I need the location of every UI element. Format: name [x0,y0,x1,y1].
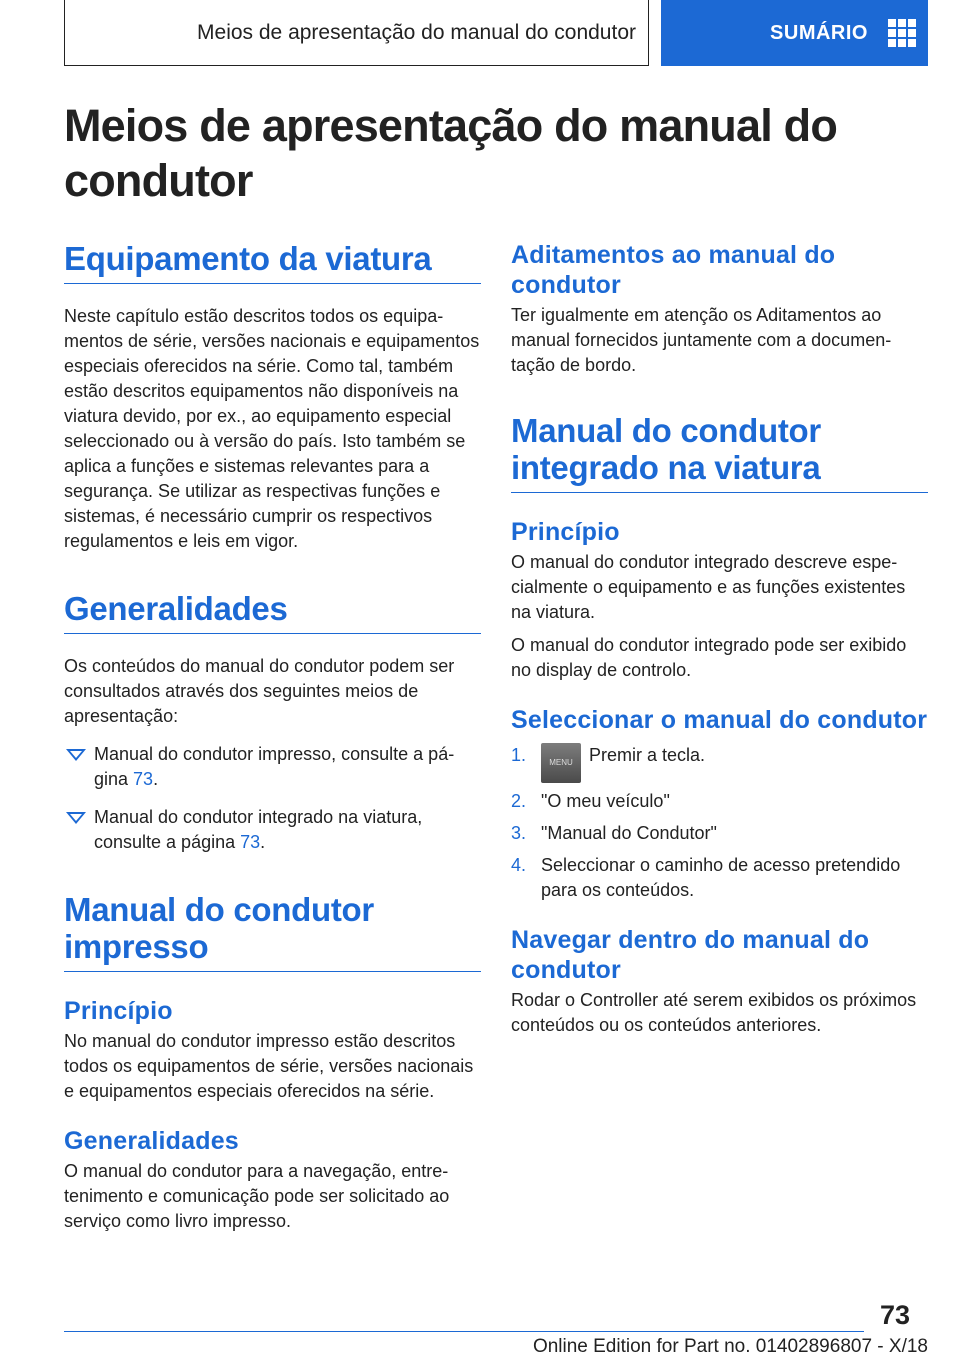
summary-button[interactable] [661,0,928,66]
page-title: Meios de apresentação do manual do condutor [64,100,838,206]
list-item [511,789,928,814]
steps-list [511,743,928,903]
left-column [64,240,481,1234]
section-title-equipment: Equipamento da viatura [64,240,481,284]
list-item-text: Manual do condutor integrado na viatura, consulte a página [94,807,423,852]
section-title-integrated-manual: Manual do condutor integrado na viatura [511,412,928,493]
list-item [64,742,481,792]
section-title-printed-manual: Manual do condutor impresso [64,891,481,972]
list-item [511,853,928,903]
list-item-end: . [153,769,159,789]
page-link[interactable]: 73 [133,769,154,789]
step-text: Premir a tecla. [589,745,706,765]
page-link[interactable]: 73 [240,832,261,852]
footer-divider [64,1331,864,1332]
section-title-general: Generalidades [64,590,481,634]
step-text: Seleccionar o caminho de acesso pretendido para os conteúdos. [541,855,901,900]
subsection-title-select-manual: Seleccionar o manual do condutor [511,706,928,734]
list-item [511,743,928,783]
step-number: 3. [511,823,527,843]
page-number: 73 [880,1300,911,1330]
grid-icon [888,19,916,47]
step-number: 1. [511,745,527,765]
printed-principle-text: No manual do condutor impresso estão descritos todos os equipamentos de série, versões nacionais e equipamentos especiais oferecidos na série. [64,1031,474,1101]
step-text: "Manual do Condutor" [541,823,717,843]
header-title: Meios de apresentação do manual do condutor [197,20,636,44]
general-text: Os conteúdos do manual do condutor podem ser consultados através dos seguintes meios de apresentação: [64,656,455,726]
step-text: "O meu veículo" [541,791,670,811]
right-column [511,240,928,1038]
step-number: 2. [511,791,527,811]
media-list [64,742,481,855]
footer-edition-text: Online Edition for Part no. 01402896807 - X/18 [532,1336,928,1357]
subsection-title-navigate: Navegar dentro do manual do condutor [511,926,870,984]
integrated-principle-text: O manual do condutor integrado descreve especialmente o equipamento e as funções existentes na viatura. [511,552,906,622]
subsection-title-supplements: Aditamentos ao manual do condutor [511,241,836,299]
subsection-title-principle: Princípio [64,997,173,1025]
printed-general-text: O manual do condutor para a navegação, entretenimento e comunicação pode ser solicitado ao serviço como livro impresso. [64,1161,450,1231]
equipment-text: Neste capítulo estão descritos todos os equipamentos de série, versões nacionais e equipamentos especiais oferecidos na série. Como tal, também estão descritos equipamentos não disponíveis na viatura devido, por ex., ao equipamento especial seleccionado ou à versão do país. Isto também se aplica a funções e sistemas relevantes para a segurança. Se utilizar as respectivas funções e sistemas, é necessário cumprir os respectivos regulamentos e leis em vigor. [64,306,480,551]
step-number: 4. [511,855,527,875]
list-item [64,805,481,855]
menu-key-icon[interactable]: MENU [541,743,581,783]
list-item [511,821,928,846]
subsection-title-principle: Princípio [511,518,620,546]
subsection-title-general: Generalidades [64,1127,239,1155]
triangle-bullet-icon [66,749,86,761]
page-header [64,0,928,66]
list-item-text: Manual do condutor impresso, consulte a página [94,744,455,789]
triangle-bullet-icon [66,812,86,824]
navigate-text: Rodar o Controller até serem exibidos os próximos conteúdos ou os conteúdos anteriores. [511,990,917,1035]
integrated-display-text: O manual do condutor integrado pode ser exibido no display de controlo. [511,635,907,680]
list-item-end: . [260,832,266,852]
summary-label: SUMÁRIO [770,21,868,44]
supplements-text: Ter igualmente em atenção os Aditamentos ao manual fornecidos juntamente com a documentação de bordo. [511,305,892,375]
header-title-box [64,0,649,66]
